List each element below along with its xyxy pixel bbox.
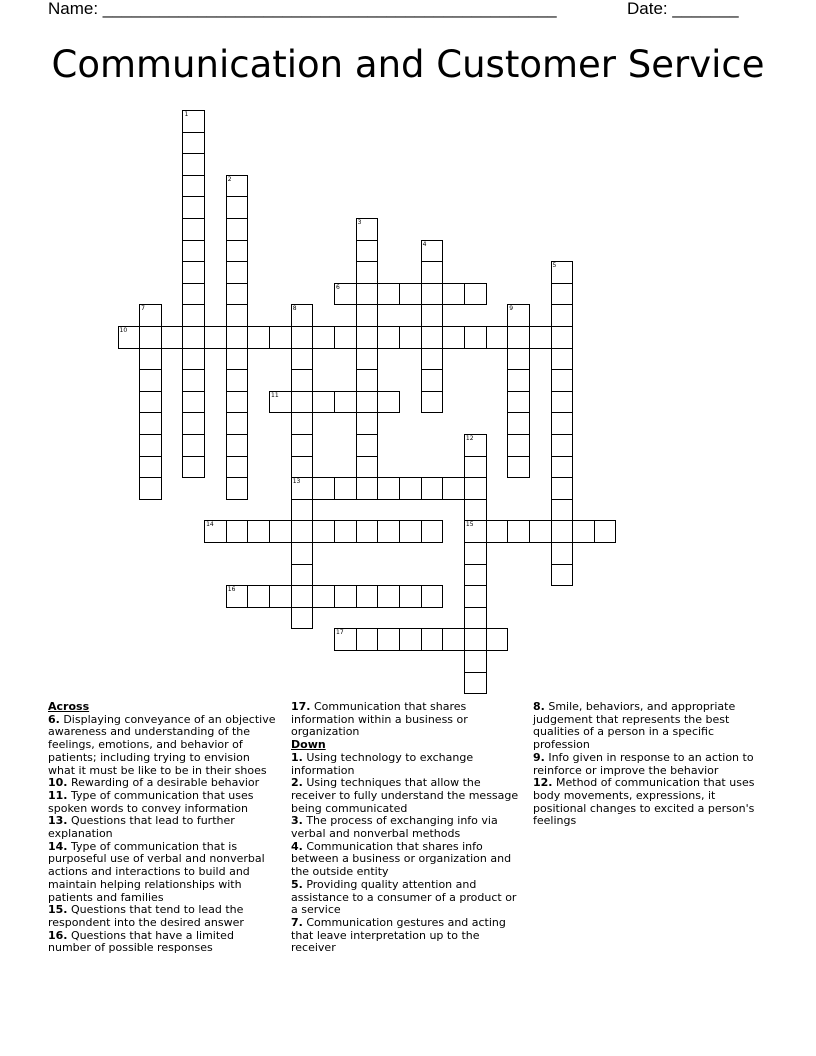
grid-cell[interactable] (356, 434, 379, 457)
grid-cell[interactable] (182, 240, 205, 263)
clue-down-2: 2. Using techniques that allow the receiver to fully understand the message being communicated (291, 776, 519, 815)
grid-cell[interactable] (312, 520, 335, 543)
grid-cell[interactable] (551, 304, 574, 327)
grid-cell[interactable] (312, 477, 335, 500)
grid-cell[interactable] (486, 520, 509, 543)
grid-cell[interactable] (399, 520, 422, 543)
grid-cell[interactable] (269, 520, 292, 543)
grid-cell[interactable] (247, 520, 270, 543)
grid-cell[interactable] (356, 456, 379, 479)
clues-column-3 (533, 701, 765, 828)
grid-cell[interactable] (551, 412, 574, 435)
cell-number: 6 (336, 283, 340, 291)
grid-cell[interactable] (551, 520, 574, 543)
grid-cell[interactable] (421, 520, 444, 543)
puzzle-title: Communication and Customer Service (51, 43, 765, 86)
grid-cell[interactable] (442, 326, 465, 349)
grid-cell[interactable] (312, 391, 335, 414)
grid-cell[interactable] (291, 304, 314, 327)
grid-cell[interactable] (226, 585, 249, 608)
grid-cell[interactable] (139, 391, 162, 414)
clues-column-2 (291, 701, 526, 955)
clue-across-14: 14. Type of communication that is purposeful use of verbal and nonverbal actions and interactions to build and maintain helping relationships with patients and families (48, 839, 265, 904)
grid-cell[interactable] (182, 218, 205, 241)
grid-cell[interactable] (226, 304, 249, 327)
grid-cell[interactable] (334, 391, 357, 414)
grid-cell[interactable] (399, 477, 422, 500)
grid-cell[interactable] (377, 326, 400, 349)
clue-down-7: 7. Communication gestures and acting that leave interpretation up to the receiver (291, 915, 506, 955)
clue-across-17: 17. Communication that shares information within a business or organization (291, 700, 468, 739)
grid-cell[interactable] (442, 628, 465, 651)
grid-cell[interactable] (507, 348, 530, 371)
grid-cell[interactable] (334, 520, 357, 543)
grid-cell[interactable] (421, 348, 444, 371)
cell-number: 14 (206, 521, 214, 529)
grid-cell[interactable] (551, 261, 574, 284)
grid-cell[interactable] (377, 391, 400, 414)
grid-cell[interactable] (572, 520, 595, 543)
grid-cell[interactable] (551, 564, 574, 587)
grid-cell[interactable] (226, 261, 249, 284)
grid-cell[interactable] (377, 283, 400, 306)
grid-cell[interactable] (226, 283, 249, 306)
grid-cell[interactable] (421, 369, 444, 392)
grid-cell[interactable] (182, 261, 205, 284)
grid-cell[interactable] (399, 628, 422, 651)
grid-cell[interactable] (226, 369, 249, 392)
grid-cell[interactable] (182, 326, 205, 349)
grid-cell[interactable] (356, 369, 379, 392)
clue-down-8: 8. Smile, behaviors, and appropriate judgement that represents the best qualities of a person in a specific profession (533, 700, 736, 752)
grid-cell[interactable] (464, 283, 487, 306)
grid-cell[interactable] (356, 326, 379, 349)
grid-cell[interactable] (291, 326, 314, 349)
grid-cell[interactable] (551, 283, 574, 306)
grid-cell[interactable] (356, 520, 379, 543)
grid-cell[interactable] (226, 520, 249, 543)
grid-cell[interactable] (269, 326, 292, 349)
grid-cell[interactable] (291, 520, 314, 543)
clue-down-12: 12. Method of communication that uses body movements, expressions, it positional changes to excited a person's feelings (533, 776, 755, 828)
grid-cell[interactable] (464, 672, 487, 695)
grid-cell[interactable] (182, 434, 205, 457)
grid-cell[interactable] (226, 326, 249, 349)
grid-cell[interactable] (464, 607, 487, 630)
clue-down-3: 3. The process of exchanging info via verbal and nonverbal methods (291, 814, 498, 841)
grid-cell[interactable] (182, 132, 205, 155)
cell-number: 17 (336, 629, 344, 637)
grid-cell[interactable] (182, 110, 205, 133)
clues-column-1 (48, 701, 280, 955)
grid-cell[interactable] (139, 412, 162, 435)
grid-cell[interactable] (334, 477, 357, 500)
grid-cell[interactable] (421, 283, 444, 306)
grid-cell[interactable] (442, 283, 465, 306)
grid-cell[interactable] (507, 326, 530, 349)
name-field-label: Name: ________________________________________________ (48, 0, 557, 18)
grid-cell[interactable] (356, 218, 379, 241)
clue-across-16: 16. Questions that have a limited number of possible responses (48, 928, 234, 955)
grid-cell[interactable] (356, 261, 379, 284)
grid-cell[interactable] (334, 585, 357, 608)
cell-number: 7 (141, 305, 145, 313)
grid-cell[interactable] (486, 628, 509, 651)
grid-cell[interactable] (507, 434, 530, 457)
grid-cell[interactable] (291, 542, 314, 565)
grid-cell[interactable] (161, 326, 184, 349)
grid-cell[interactable] (247, 326, 270, 349)
grid-cell[interactable] (594, 520, 617, 543)
grid-cell[interactable] (291, 391, 314, 414)
grid-cell[interactable] (421, 477, 444, 500)
grid-cell[interactable] (356, 628, 379, 651)
grid-cell[interactable] (551, 456, 574, 479)
cell-number: 1 (184, 111, 189, 118)
grid-cell[interactable] (204, 326, 227, 349)
grid-cell[interactable] (356, 240, 379, 263)
grid-cell[interactable] (464, 456, 487, 479)
grid-cell[interactable] (182, 175, 205, 198)
grid-cell[interactable] (291, 348, 314, 371)
grid-cell[interactable] (551, 391, 574, 414)
grid-cell[interactable] (529, 326, 552, 349)
grid-cell[interactable] (334, 283, 357, 306)
grid-cell[interactable] (551, 542, 574, 565)
grid-cell[interactable] (356, 585, 379, 608)
grid-cell[interactable] (464, 520, 487, 543)
grid-cell[interactable] (377, 585, 400, 608)
cell-number: 16 (227, 586, 236, 594)
grid-cell[interactable] (182, 412, 205, 435)
clue-across-15: 15. Questions that tend to lead the respondent into the desired answer (48, 903, 244, 929)
grid-cell[interactable] (356, 477, 379, 500)
grid-cell[interactable] (507, 369, 530, 392)
grid-cell[interactable] (226, 196, 249, 219)
grid-cell[interactable] (464, 542, 487, 565)
grid-cell[interactable] (182, 369, 205, 392)
grid-cell[interactable] (399, 283, 422, 306)
grid-cell[interactable] (291, 499, 314, 522)
grid-cell[interactable] (421, 326, 444, 349)
grid-cell[interactable] (139, 348, 162, 371)
cell-number: 13 (292, 478, 301, 486)
cell-number: 12 (465, 435, 474, 442)
grid-cell[interactable] (139, 304, 162, 327)
grid-cell[interactable] (226, 240, 249, 263)
grid-cell[interactable] (204, 520, 227, 543)
clue-across-13: 13. Questions that lead to further explanation (48, 814, 235, 841)
grid-cell[interactable] (464, 477, 487, 500)
grid-cell[interactable] (139, 434, 162, 457)
cell-number: 3 (357, 219, 362, 226)
grid-cell[interactable] (269, 391, 292, 414)
grid-cell[interactable] (226, 412, 249, 435)
grid-cell[interactable] (377, 520, 400, 543)
cell-number: 11 (271, 391, 279, 399)
grid-cell[interactable] (182, 391, 205, 414)
grid-cell[interactable] (356, 304, 379, 327)
grid-cell[interactable] (399, 585, 422, 608)
grid-cell[interactable] (464, 628, 487, 651)
grid-cell[interactable] (507, 412, 530, 435)
grid-cell[interactable] (464, 564, 487, 587)
clue-down-9: 9. Info given in response to an action to reinforce or improve the behavior (533, 750, 754, 777)
grid-cell[interactable] (421, 240, 444, 263)
date-field-label: Date: _______ (627, 0, 739, 18)
grid-cell[interactable] (421, 261, 444, 284)
grid-cell[interactable] (551, 369, 574, 392)
grid-cell[interactable] (226, 348, 249, 371)
grid-cell[interactable] (247, 585, 270, 608)
grid-cell[interactable] (182, 153, 205, 176)
grid-cell[interactable] (507, 304, 530, 327)
grid-cell[interactable] (226, 218, 249, 241)
grid-cell[interactable] (291, 456, 314, 479)
grid-cell[interactable] (356, 391, 379, 414)
across-heading: Across (48, 700, 90, 713)
grid-cell[interactable] (507, 456, 530, 479)
grid-cell[interactable] (226, 477, 249, 500)
grid-cell[interactable] (464, 434, 487, 457)
cell-number: 15 (465, 521, 474, 529)
cell-number: 5 (552, 262, 557, 270)
grid-cell[interactable] (399, 326, 422, 349)
grid-cell[interactable] (269, 585, 292, 608)
grid-cell[interactable] (464, 326, 487, 349)
grid-cell[interactable] (226, 434, 249, 457)
clue-down-5: 5. Providing quality attention and assistance to a consumer of a product or a service (291, 877, 517, 917)
clue-down-1: 1. Using technology to exchange information (291, 750, 474, 777)
down-heading: Down (291, 738, 326, 752)
grid-cell[interactable] (334, 628, 357, 651)
grid-cell[interactable] (226, 175, 249, 198)
clue-across-6: 6. Displaying conveyance of an objective awareness and understanding of the feelings, emotions, and behavior of patients; including trying to envision what it must be like to be in their shoes (48, 712, 276, 777)
grid-cell[interactable] (356, 412, 379, 435)
grid-cell[interactable] (139, 326, 162, 349)
cell-number: 8 (292, 305, 297, 313)
grid-cell[interactable] (507, 391, 530, 414)
grid-cell[interactable] (507, 520, 530, 543)
grid-cell[interactable] (464, 650, 487, 673)
grid-cell[interactable] (334, 326, 357, 349)
grid-cell[interactable] (139, 369, 162, 392)
grid-cell[interactable] (551, 434, 574, 457)
grid-cell[interactable] (421, 628, 444, 651)
clue-across-11: 11. Type of communication that uses spoken words to convey information (48, 788, 254, 815)
grid-cell[interactable] (291, 434, 314, 457)
grid-cell[interactable] (464, 585, 487, 608)
grid-cell[interactable] (291, 607, 314, 630)
grid-cell[interactable] (377, 628, 400, 651)
grid-cell[interactable] (551, 326, 574, 349)
grid-cell[interactable] (421, 585, 444, 608)
grid-cell[interactable] (182, 283, 205, 306)
grid-cell[interactable] (118, 326, 141, 349)
cell-number: 9 (509, 305, 514, 313)
cell-number: 10 (119, 327, 128, 334)
grid-cell[interactable] (356, 348, 379, 371)
grid-cell[interactable] (421, 304, 444, 327)
clue-down-4: 4. Communication that shares info between a business or organization and the outside entity (291, 839, 512, 879)
cell-number: 4 (422, 240, 427, 248)
grid-cell[interactable] (139, 477, 162, 500)
clue-across-10: 10. Rewarding of a desirable behavior (48, 776, 260, 790)
grid-cell[interactable] (182, 196, 205, 219)
grid-cell[interactable] (182, 304, 205, 327)
grid-cell[interactable] (291, 412, 314, 435)
grid-cell[interactable] (182, 456, 205, 479)
grid-cell[interactable] (312, 326, 335, 349)
grid-cell[interactable] (486, 326, 509, 349)
grid-cell[interactable] (182, 348, 205, 371)
grid-cell[interactable] (529, 520, 552, 543)
grid-cell[interactable] (551, 477, 574, 500)
grid-cell[interactable] (442, 477, 465, 500)
grid-cell[interactable] (291, 477, 314, 500)
cell-number: 2 (227, 175, 232, 183)
grid-cell[interactable] (312, 585, 335, 608)
grid-cell[interactable] (226, 391, 249, 414)
grid-cell[interactable] (291, 585, 314, 608)
grid-cell[interactable] (551, 499, 574, 522)
grid-cell[interactable] (291, 564, 314, 587)
grid-cell[interactable] (464, 499, 487, 522)
grid-cell[interactable] (139, 456, 162, 479)
grid-cell[interactable] (377, 477, 400, 500)
grid-cell[interactable] (421, 391, 444, 414)
grid-cell[interactable] (356, 283, 379, 306)
grid-cell[interactable] (226, 456, 249, 479)
grid-cell[interactable] (551, 348, 574, 371)
grid-cell[interactable] (291, 369, 314, 392)
